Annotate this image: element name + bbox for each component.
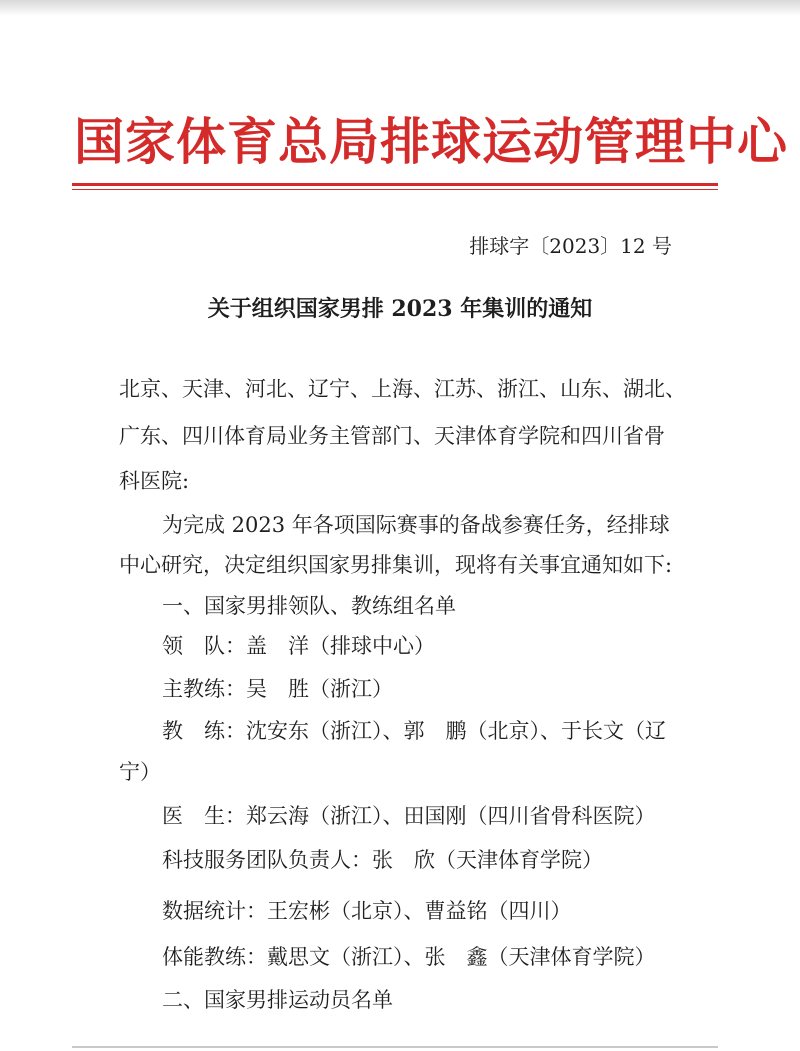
staff-line: 宁） [119, 760, 161, 784]
section-heading: 一、国家男排领队、教练组名单 [162, 594, 456, 618]
staff-line: 教 练：沈安东（浙江）、郭 鹏（北京）、于长文（辽 [162, 719, 666, 743]
section-heading: 二、国家男排运动员名单 [162, 988, 393, 1012]
addressee-line: 北京、天津、河北、辽宁、上海、江苏、浙江、山东、湖北、 [119, 377, 686, 401]
document-title: 关于组织国家男排 2023 年集训的通知 [207, 296, 593, 322]
intro-line: 为完成 2023 年各项国际赛事的备战参赛任务，经排球 [162, 513, 670, 537]
letterhead-rule-thin [72, 189, 718, 190]
staff-line: 体能教练：戴思文（浙江）、张 鑫（天津体育学院） [162, 945, 656, 969]
addressee-line: 广东、四川体育局业务主管部门、天津体育学院和四川省骨 [119, 424, 665, 448]
staff-line: 数据统计：王宏彬（北京）、曹益铭（四川） [162, 899, 572, 923]
document-number: 排球字〔2023〕12 号 [469, 234, 672, 258]
scan-shadow [0, 0, 800, 16]
letterhead-rule-thick [72, 183, 718, 186]
letterhead-title: 国家体育总局排球运动管理中心 [74, 113, 788, 171]
addressee-line: 科医院: [119, 469, 190, 493]
staff-line: 医 生：郑云海（浙江）、田国刚（四川省骨科医院） [162, 804, 656, 828]
page-edge [72, 1046, 718, 1048]
intro-line: 中心研究，决定组织国家男排集训，现将有关事宜通知如下: [119, 553, 673, 577]
staff-line: 科技服务团队负责人：张 欣（天津体育学院） [162, 848, 603, 872]
staff-line: 领 队：盖 洋（排球中心） [162, 634, 435, 658]
staff-line: 主教练：吴 胜（浙江） [162, 677, 393, 701]
